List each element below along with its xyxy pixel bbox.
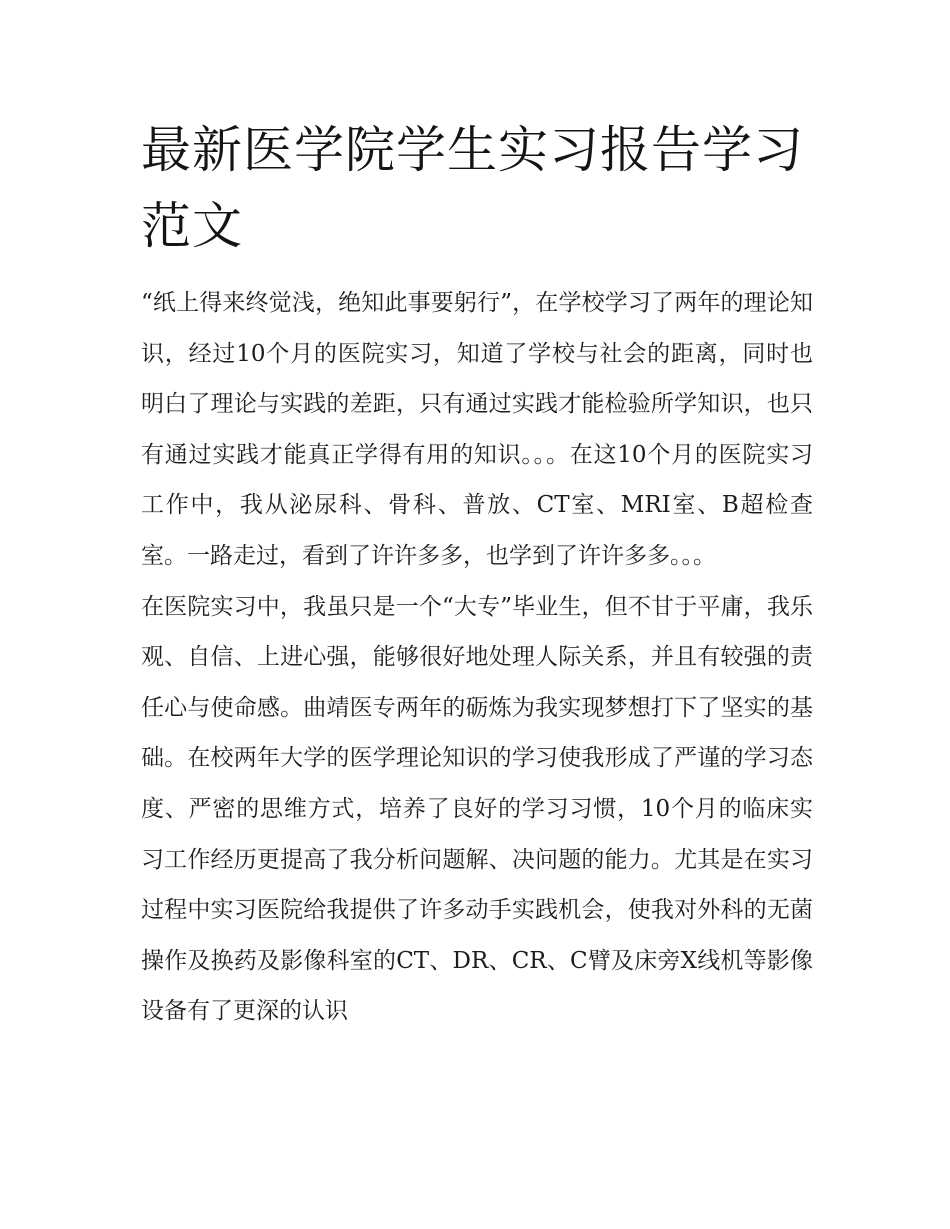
paragraph-1: “纸上得来终觉浅，绝知此事要躬行”，在学校学习了两年的理论知识，经过10个月的医院实习，知道了学校与社会的距离，同时也明白了理论与实践的差距，只有通过实践才能检验所学知识，也只有通过实践才能真正学得有用的知识。。。在这10个月的医院实习工作中，我从泌尿科、骨科、普放、CT室、MRI室、B超检查室。一路走过，看到了许许多多，也学到了许许多多。。。 xyxy=(141,290,813,569)
document-title: 最新医学院学生实习报告学习范文 xyxy=(141,121,804,255)
document-body xyxy=(141,278,813,1037)
paragraph-2: 在医院实习中，我虽只是一个“大专”毕业生，但不甘于平庸，我乐观、自信、上进心强，能够很好地处理人际关系，并且有较强的责任心与使命感。曲靖医专两年的砺炼为我实现梦想打下了坚实的基础。在校两年大学的医学理论知识的学习使我形成了严谨的学习态度、严密的思维方式，培养了良好的学习习惯，10个月的临床实习工作经历更提高了我分析问题解、决问题的能力。尤其是在实习过程中实习医院给我提供了许多动手实践机会，使我对外科的无菌操作及换药及影像科室的CT、DR、CR、C臂及床旁X线机等影像设备有了更深的认识 xyxy=(141,593,813,1025)
document-page xyxy=(141,112,813,1037)
